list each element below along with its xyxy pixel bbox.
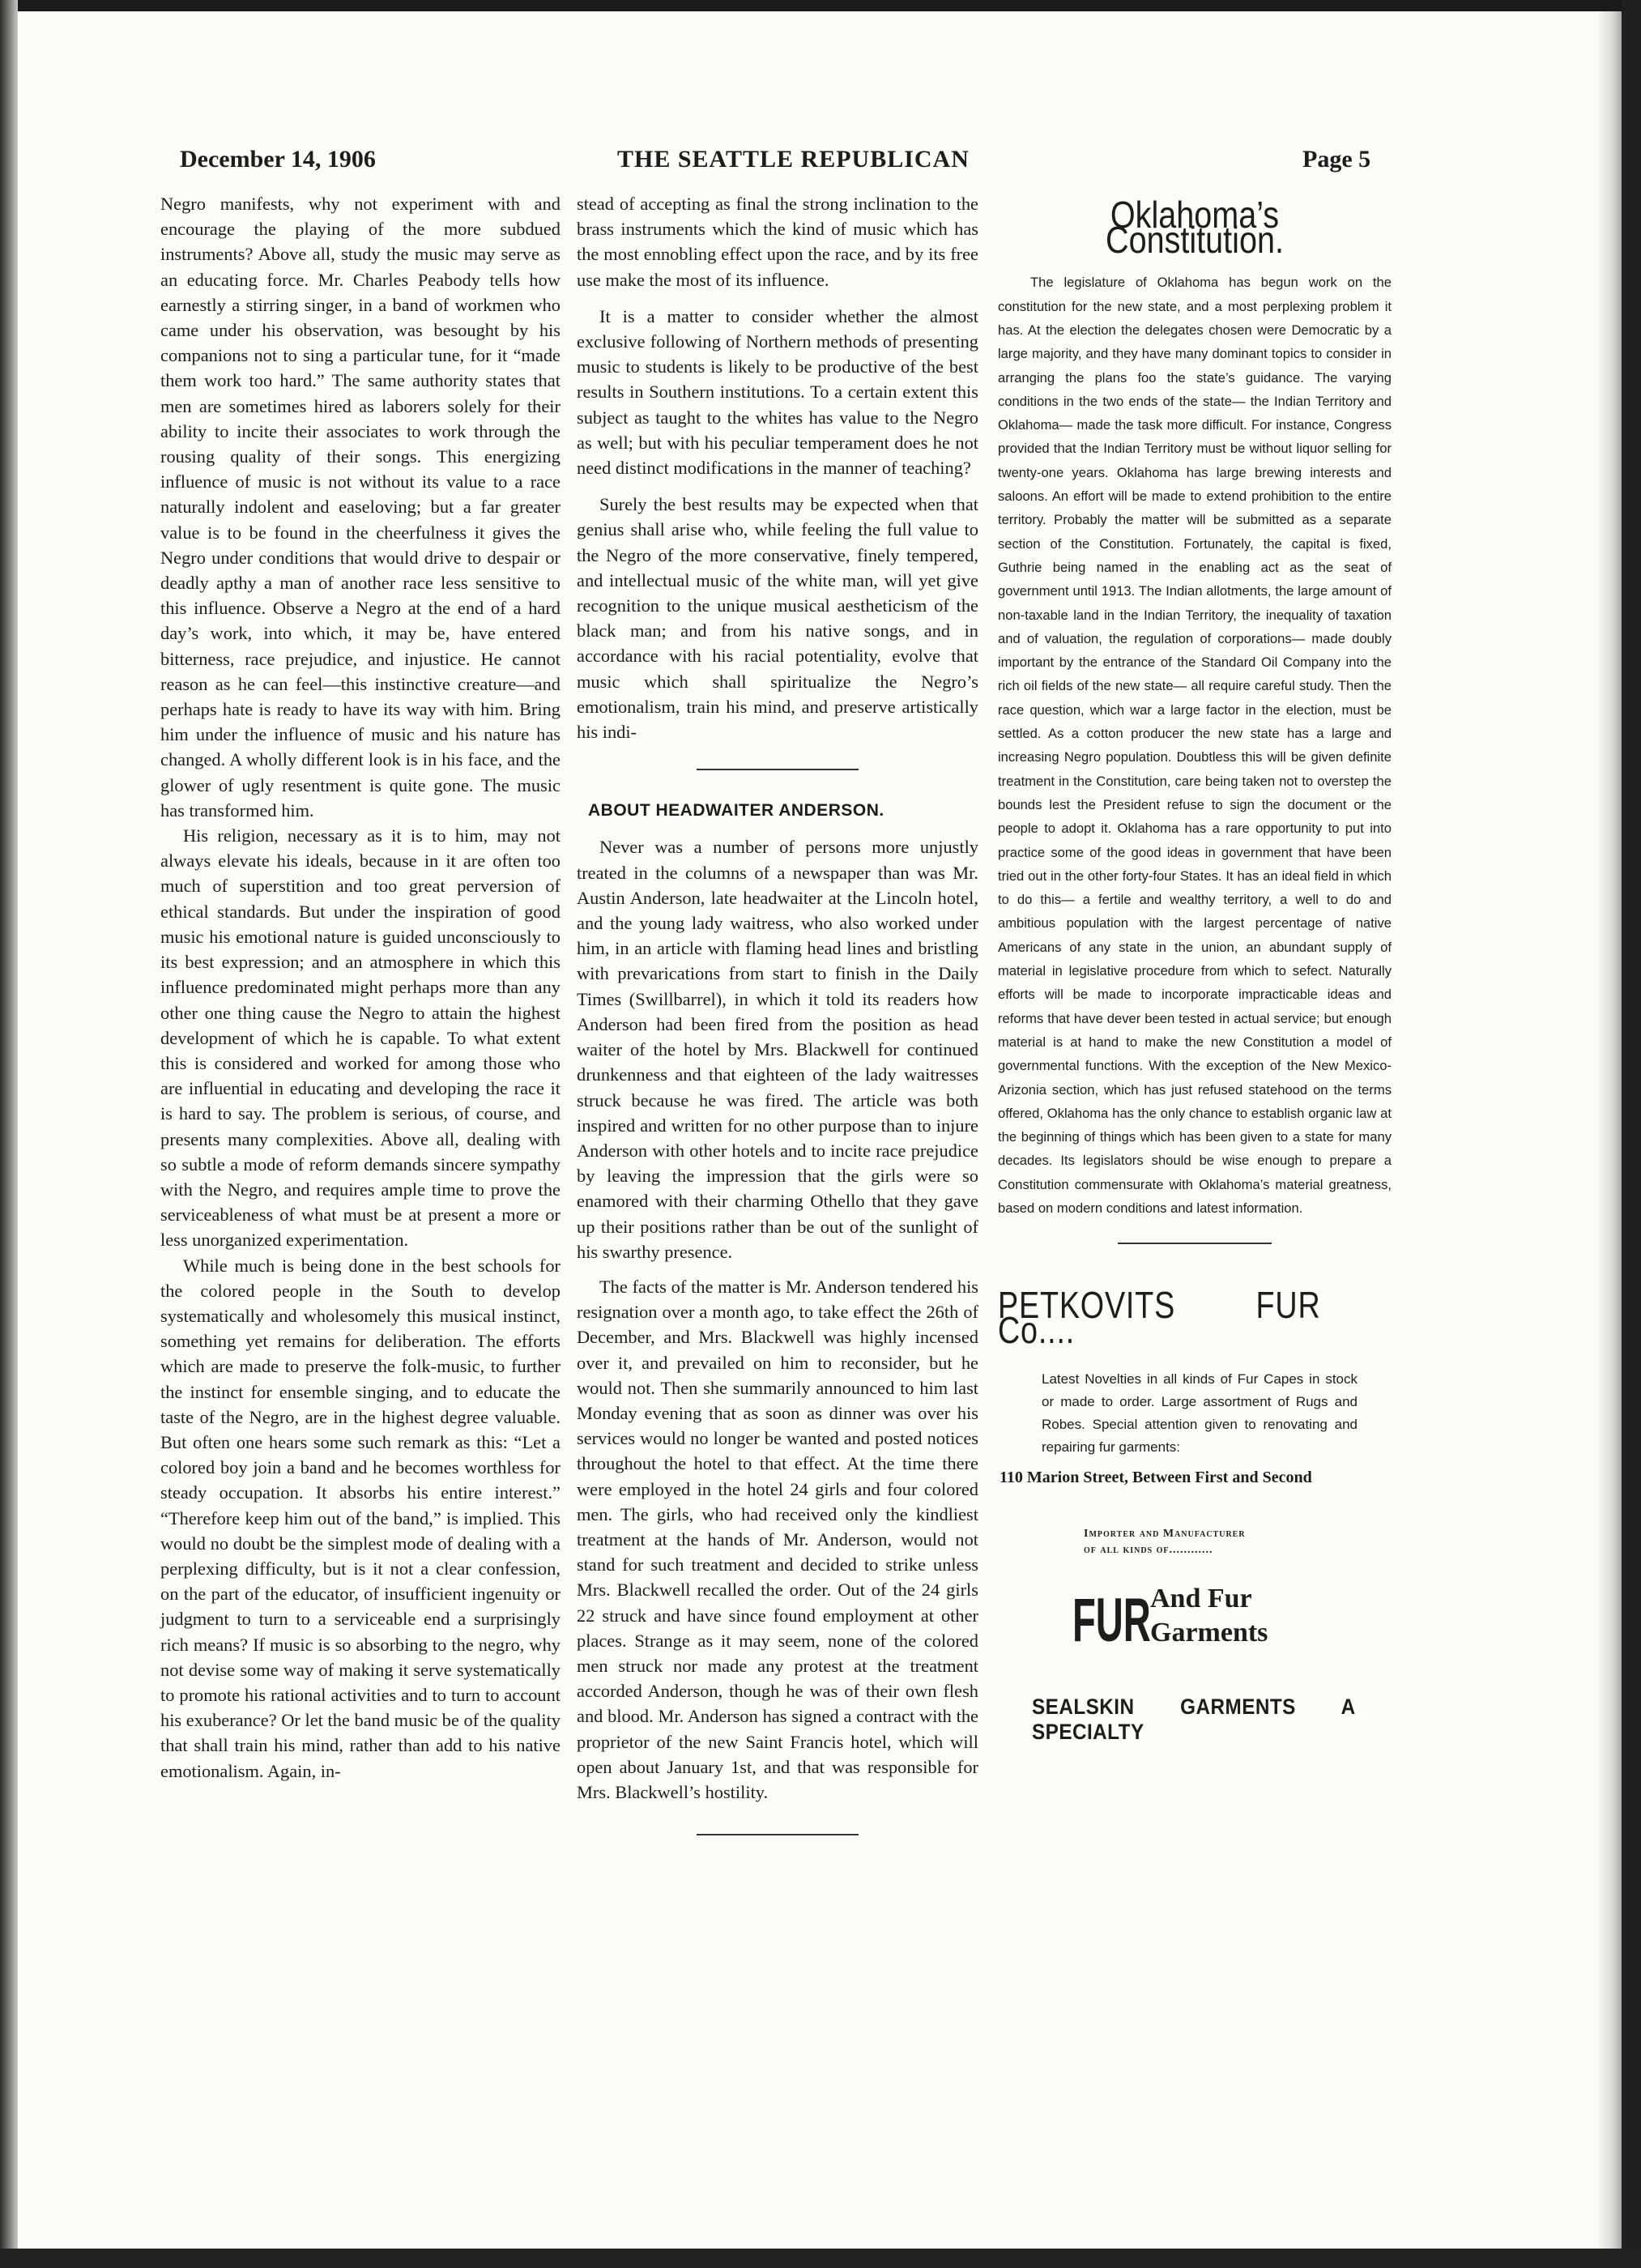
scan-border-left [0,0,18,2268]
masthead [180,146,1411,178]
ad-address: 110 Marion Street, Between First and Second [1000,1468,1312,1486]
ad-importer-line-2: of all kinds of............ [1084,1543,1213,1556]
newspaper-title: THE SEATTLE REPUBLICAN [617,146,970,173]
article-paragraph: The facts of the matter is Mr. Anderson tendered his resignation over a month ago, to take effect the 26th of December, and Mrs. Blackwell was highly incensed over it, and prevailed on him to reconsider, but he would not. Then she summarily announced to him last Monday evening that as soon as dinner was over his services would no longer be wanted and posted notices throughout the hotel to that effect. At the time there were employed in the hotel 24 girls and four colored men. The girls, who had received only the kindliest treatment at the hands of Mr. Anderson, would not stand for such treatment and decided to strike unless Mrs. Blackwell recalled the order. Out of the 24 girls 22 struck and have since found employment at other places. Strange as it may seem, none of the colored men struck nor made any protest at the treatment accorded Anderson, though he was of their own flesh and blood. Mr. Anderson has signed a contract with the proprietor of the new Saint Francis hotel, which will open about January 1st, and that was responsible for Mrs. Blackwell’s hostility. [577,1276,978,1802]
ad-importer-line-1: Importer and Manufacturer [1084,1527,1246,1540]
article-paragraph: Negro manifests, why not experiment with and encourage the playing of the more subdued instruments? Above all, study the music may serve as an educating force. Mr. Charles Peabody tells how earnestly a stirring singer, in a band of workmen who came under his observation, was besought by his companions not to sing a particular tune, for it “made them work too hard.” The same authority states that men are sometimes hired as laborers solely for their ability to incite their associates to work through the rousing quality of their songs. This energizing influence of music is not without its value to a race naturally indolent and easeloving; but a far greater value is to be found in the cheerfulness it gives the Negro under conditions that would drive to despair or deadly apthy a man of another race less sensitive to this influence. Observe a Negro at the end of a hard day’s work, into which, it may be, have entered bitterness, race prejudice, and injustice. He cannot reason as he can feel—this instinctive creature—and perhaps hate is ready to have its way with him. Bring him under the influence of music and his nature has changed. A wholly different look is in his face, and the glower of ugly resentment is quite gone. The music has transformed him. [160,194,560,821]
fur-advertisement [998,1284,1392,1745]
page-edge [1599,11,1622,2249]
article-paragraph: His religion, necessary as it is to him, may not always elevate his ideals, because in it are often too much of superstition and too great perversion of ethical standards. But under the inspiration of good music his emotional nature is guided unconsciously to its best expression; and an atmosphere in which this influence predominated might perhaps more than any other one thing cause the Negro to attain the highest development of which he is capable. To what extent this is considered and worked for among those who are influential in educating and developing the race it is hard to say. The problem is serious, of course, and presents many complexities. Above all, dealing with so subtle a mode of reform demands sincere sympathy with the Negro, and requires ample time to prove the serviceableness of what must be at present a more or less unorganized experimentation. [160,825,560,1251]
article-paragraph: It is a matter to consider whether the almost exclusive following of Northern methods of presenting music to students is likely to be productive of the best results in Southern institutions. To a certain extent this subject as taught to the whites has value to the Negro as well; but with his peculiar temperament does he not need distinct modifications in the manner of teaching? [577,305,978,479]
section-divider [697,1834,859,1835]
page-number: Page 5 [1302,146,1371,173]
article-paragraph: While much is being done in the best schools for the colored people in the South to develop systematically and wholesomely this musical instinct, something yet remains for deliberation. The efforts which are made to preserve the folk-music, to further the instinct for ensemble singing, and to educate the taste of the Negro, are in the highest degree valuable. But often one hears some such remark as this: “Let a colored boy join a band and he becomes worthless for steady occupation. It absorbs his entire interest.” “Therefore keep him out of the band,” is implied. This would no doubt be the simplest mode of dealing with a perplexing difficulty, but is it not a clear confession, on the part of the educator, of insufficient ingenuity or judgment to turn to a serviceable end a surprisingly rich means? If music is so absorbing to the negro, why not devise some way of making it serve systematically to promote his rational activities and to turn to account his exuberance? Or let the band music be of the quality that shall train his mind, rather than add to his native emotionalism. Again, in- [160,1255,560,1781]
scan-border-top [0,0,1641,11]
column-1 [160,191,560,1784]
ad-fur-line-1: And Fur [1150,1583,1252,1614]
article-paragraph: The legislature of Oklahoma has begun work on the constitution for the new state, and a most perplexing problem it has. At the election the delegates chosen were Democratic by a large majority, and they have many dominant topics to consider in arranging the plans foo the state’s guidance. The varying conditions in the two ends of the state— the Indian Territory and Oklahoma— made the task more difficult. For instance, Congress provided that the Indian Territory must be without liquor selling for twenty-one years. Oklahoma has large brewing interests and saloons. An effort will be made to extend prohibition to the entire territory. Probably the matter will be submitted as a separate section of the Constitution. Fortunately, the capital is fixed, Guthrie being named in the enabling act as the seat of government until 1913. The Indian allotments, the large amount of non-taxable land in the Indian Territory, the inequality of taxation and of valuation, the regulation of corporations— made doubly important by the entrance of the Standard Oil Company into the rich oil fields of the new state— all require careful study. Then the race question, which war a large factor in the election, must be settled. As a cotton producer the new state has a large and increasing Negro population. Doubtless this will be given definite treatment in the Constitution, care being taken not to overstep the bounds lest the President refuse to sign the document or the people to adopt it. Oklahoma has a rare opportunity to put into practice some of the good ideas in government that have been tried out in the other forty-four States. It has an ideal field in which to do this— a fertile and wealthy territory, a well to do and ambitious population with the largest percentage of native Americans of any state in the union, an abundant supply of material in legislative procedure from which to sefect. Naturally efforts will be made to incorporate impracticable ideas and reforms that have dever been tested in actual service; but enough material is at hand to make the new Constitution a model of governmental functions. With the exception of the New Mexico-Arizonia section, which has just refused statehood on the terms offered, Oklahoma has the only chance to establish organic law at the beginning of things which has been given to a state for many decades. Its legislators should be wise enough to prepare a Constitution commensurate with Oklahoma’s material greatness, based on modern conditions and latest information. [998,275,1392,1216]
article-paragraph: stead of accepting as final the strong inclination to the brass instruments which the kind of music which has the most ennobling effect upon the race, and by its free use make the most of its influence. [577,194,978,290]
ad-specialty: SEALSKIN GARMENTS A SPECIALTY [1032,1694,1356,1745]
ad-importer-line [1084,1526,1392,1558]
column-2 [577,191,978,1853]
ad-fur-word: FUR [1072,1585,1151,1655]
scan-border-bottom [0,2249,1641,2268]
oklahoma-headline: Oklahoma’s Constitution. [1106,194,1284,262]
oklahoma-article [998,271,1392,1220]
ad-description: Latest Novelties in all kinds of Fur Capes in stock or made to order. Large assortment of Rugs and Robes. Special attention given to renovating and repairing fur garments: [1042,1371,1358,1455]
advertiser-name: PETKOVITS FUR Co.... [998,1284,1321,1352]
article-paragraph: Surely the best results may be expected when that genius shall arise who, while feeling the full value to the Negro of the more conservative, finely tempered, and intellectual music of the white man, will yet give recognition to the unique musical aestheticism of the black man; and from his native songs, and in accordance with his racial potentiality, evolve that music which shall spiritualize the Negro’s emotionalism, train his mind, and preserve artistically his indi- [577,494,978,743]
issue-date: December 14, 1906 [180,146,376,173]
ad-fur-block [1072,1583,1392,1660]
scan-border-right [1622,0,1641,2268]
ad-fur-line-2: Garments [1150,1617,1268,1648]
article-paragraph: Never was a number of persons more unjustly treated in the columns of a newspaper than was Mr. Austin Anderson, late headwaiter at the Lincoln hotel, and the young lady waitress, who also worked under him, in an article with flaming head lines and bristling with prevarications from start to finish in the Daily Times (Swillbarrel), in which it told its readers how Anderson had been fired from the position as head waiter of the hotel by Mrs. Blackwell for continued drunkenness and that eighteen of the lady waitresses struck because he was fired. The article was both inspired and written for no other purpose than to injure Anderson with other hotels and to incite race prejudice by leaving the impression that the girls were so enamored with their charming Othello that they gave up their positions rather than be out of the sunlight of his swarthy presence. [577,837,978,1262]
section-divider [697,769,859,770]
article-heading: ABOUT HEADWAITER ANDERSON. [588,801,884,821]
column-3 [998,194,1392,1745]
section-divider [1118,1243,1272,1244]
